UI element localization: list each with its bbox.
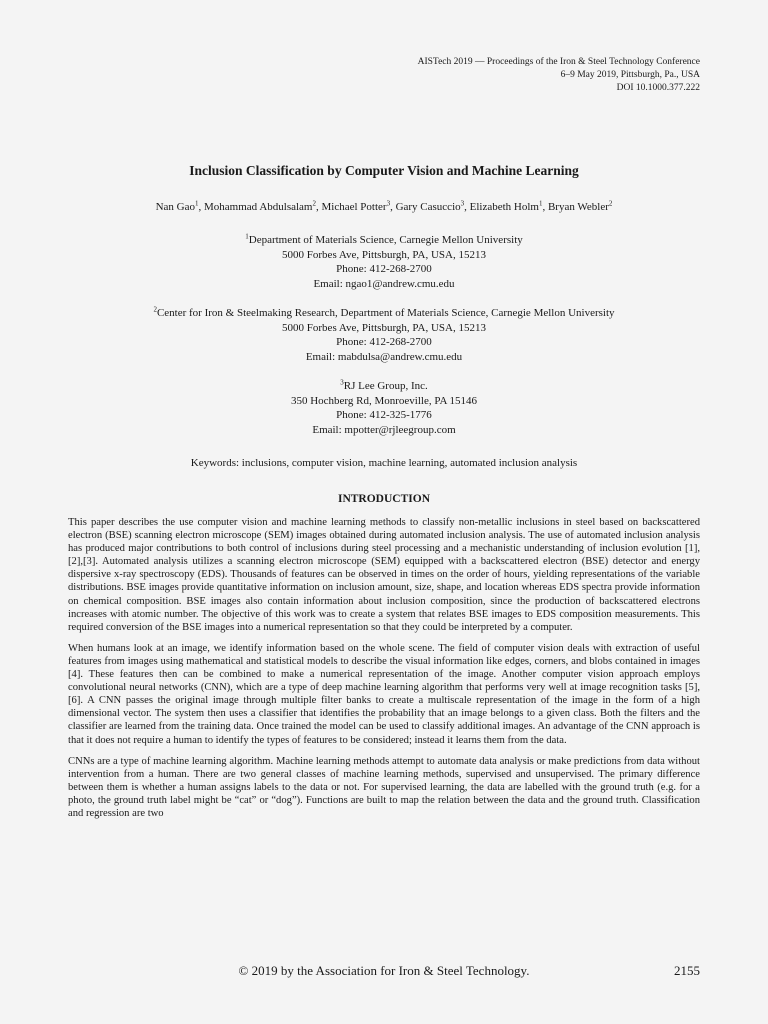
- affiliation-email: Email: mpotter@rjleegroup.com: [312, 424, 456, 437]
- affiliation-block: [0, 306, 768, 365]
- copyright-notice: © 2019 by the Association for Iron & Steel Technology.: [238, 963, 530, 978]
- author: Michael Potter: [321, 201, 387, 213]
- affiliation-address: 5000 Forbes Ave, Pittsburgh, PA, USA, 15213: [282, 321, 486, 334]
- paragraph: This paper describes the use computer vision and machine learning methods to classify non-metallic inclusions in steel based on backscattered electron (BSE) scanning electron microscope (SEM) images obtained during automated inclusion analysis. The use of automated inclusion analysis has produced major contributions to both control of inclusions during steel processing and a mechanistic understanding of inclusion evolution [1],[2],[3]. Automated analysis utilizes a scanning electron microscope (SEM) equipped with a backscattered electron (BSE) detector and energy dispersive x-ray spectroscopy (EDS). Thousands of features can be observed in times on the order of hours, yielding representations of the variable distributions. BSE images provide quantitative information on inclusion amount, size, shape, and location whereas EDS spectra provide information on chemical composition. BSE images also contain information about inclusion composition, since the production of backscattered electrons increases with atomic number. The objective of this work was to create a system that relates BSE images to EDS composition measurements. This required conversion of the BSE images into a numerical representation so that they could be interpreted by a computer.: [68, 517, 700, 633]
- author-affiliation-mark: 1: [195, 199, 199, 208]
- affiliation-email: Email: mabdulsa@andrew.cmu.edu: [305, 351, 463, 364]
- affiliation-address: 350 Hochberg Rd, Monroeville, PA 15146: [290, 394, 478, 407]
- section-heading-introduction: INTRODUCTION: [337, 493, 430, 505]
- conference-dates: 6–9 May 2019, Pittsburgh, Pa., USA: [560, 70, 700, 80]
- affiliation-org: RJ Lee Group, Inc.: [343, 380, 428, 392]
- page-number: 2155: [674, 963, 700, 978]
- author-list: Nan Gao$^1$, Mohammad Abdulsalam$^2$, Michael Potter$^3$, Gary Casuccio$^3$, Elizabeth Holm$^1$, Bryan Webler$^2$: [155, 199, 613, 213]
- affiliation-number: 2: [153, 305, 157, 314]
- author: Elizabeth Holm: [469, 201, 539, 213]
- author: Bryan Webler: [547, 201, 609, 213]
- affiliation-org: Department of Materials Science, Carnegie Mellon University: [248, 234, 523, 246]
- author: Nan Gao: [155, 201, 196, 213]
- affiliation-org: Center for Iron & Steelmaking Research, Department of Materials Science, Carnegie Mellon University: [156, 307, 615, 319]
- conference-name: AISTech 2019 — Proceedings of the Iron & Steel Technology Conference: [417, 57, 700, 67]
- author-affiliation-mark: 1: [538, 199, 543, 208]
- body-text: [68, 516, 700, 828]
- affiliation-address: 5000 Forbes Ave, Pittsburgh, PA, USA, 15213: [282, 248, 486, 261]
- affiliation-phone: Phone: 412-325-1776: [336, 409, 432, 422]
- doi: DOI 10.1000.377.222: [616, 83, 700, 93]
- affiliation-phone: Phone: 412-268-2700: [336, 336, 432, 349]
- affiliation-email: Email: ngao1@andrew.cmu.edu: [313, 278, 455, 291]
- paragraph: CNNs are a type of machine learning algorithm. Machine learning methods attempt to automate data analysis or make predictions from data without intervention from a human. There are two general classes of machine learning methods, supervised and unsupervised. The primary difference between them is whether a human assigns labels to the data or not. For supervised learning, the data are labelled with the ground truth (e.g. for a photo, the ground truth label might be “cat” or “dog”). Functions are built to map the relation between the data and the ground truth. Classification and regression are two: [68, 755, 700, 819]
- author: Gary Casuccio: [395, 201, 461, 213]
- affiliation-number: 1: [245, 232, 249, 241]
- author: Mohammad Abdulsalam: [204, 201, 313, 213]
- affiliation-block: [0, 379, 768, 438]
- affiliation-block: [0, 233, 768, 292]
- affiliation-phone: Phone: 412-268-2700: [336, 263, 432, 276]
- author-affiliation-mark: 3: [460, 199, 465, 208]
- running-header: [418, 56, 700, 95]
- paragraph: When humans look at an image, we identify information based on the whole scene. The field of computer vision deals with extraction of useful features from images using mathematical and statistical models to describe the visual information like edges, corners, and blobs contained in images [4]. These features then can be combined to make a numerical representation of the image. Another computer vision approach employs convolutional neural networks (CNN), which are a type of deep machine learning algorithm that performs very well at image recognition tasks [5],[6]. A CNN passes the original image through multiple filter banks to create a multiscale representation of the image in the form of a high dimensional vector. The system then uses a classifier that identifies the probability that an image belongs to a given class. Both the filters and the classifier are learned from the training data. Once trained the model can be used to classify additional images. An advantage of the CNN approach is that it does not require a human to identify the types of features to be considered; instead it learns them from the data.: [68, 642, 700, 746]
- author-affiliation-mark: 2: [608, 199, 613, 208]
- author-affiliation-mark: 2: [312, 199, 316, 208]
- keywords: Keywords: inclusions, computer vision, machine learning, automated inclusion analysis: [190, 457, 578, 469]
- author-affiliation-mark: 3: [386, 199, 391, 208]
- paper-title: Inclusion Classification by Computer Vision and Machine Learning: [189, 163, 579, 178]
- affiliation-number: 3: [340, 378, 344, 387]
